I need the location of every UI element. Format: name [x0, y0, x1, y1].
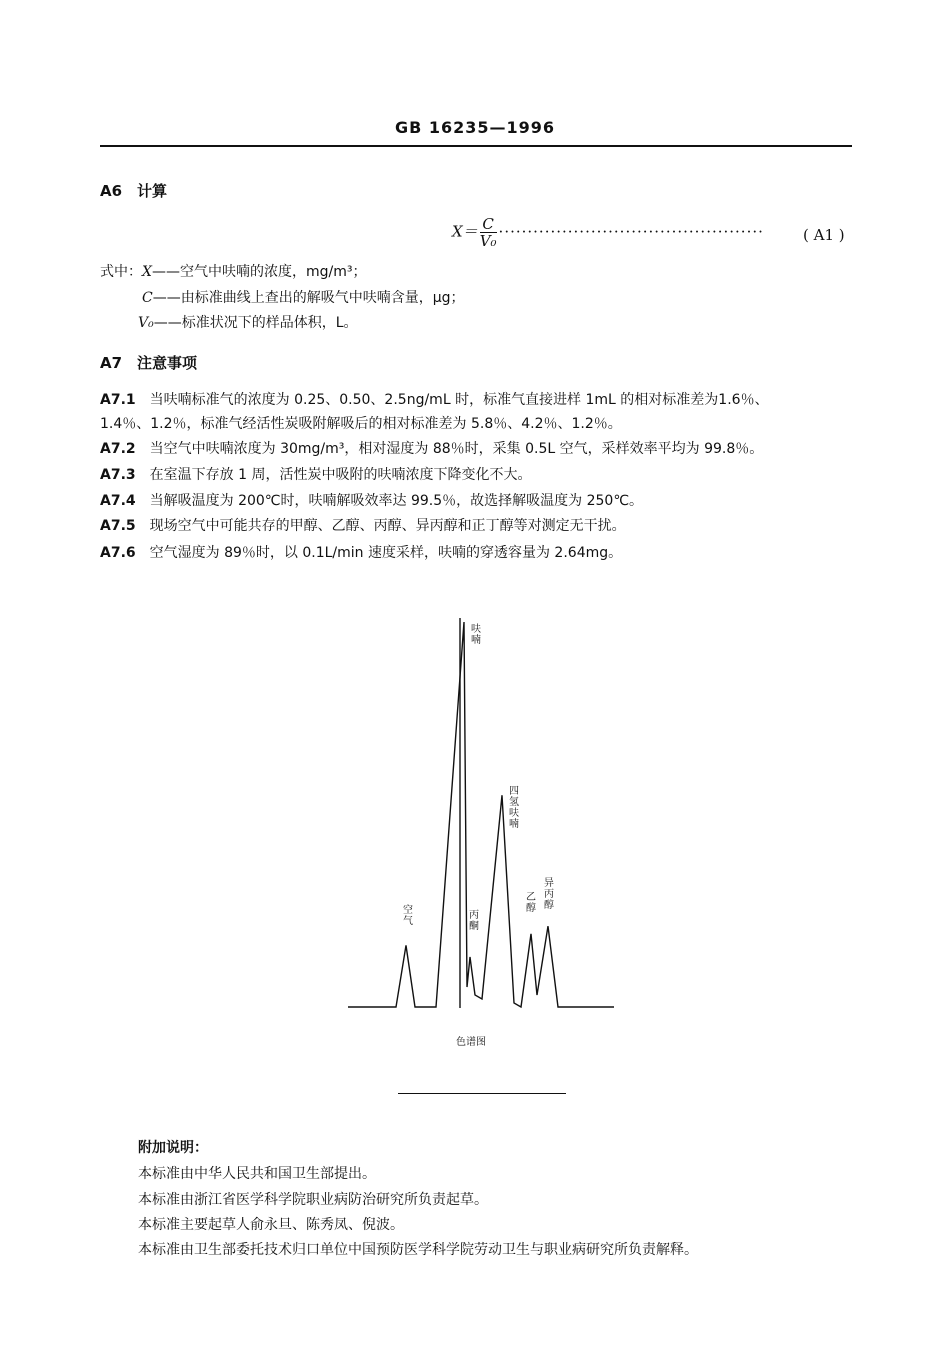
item-text: 现场空气中可能共存的甲醇、乙醇、丙醇、异丙醇和正丁醇等对测定无干扰。 — [149, 518, 626, 534]
item-text: 当解吸温度为 200℃时，呋喃解吸效率达 99.5％，故选择解吸温度为 250℃。 — [149, 493, 644, 509]
where-line-v0 — [138, 313, 358, 333]
item-number: A7.6 — [100, 545, 136, 561]
where-symbol: C — [142, 290, 153, 306]
where-text: ——空气中呋喃的浓度，mg/m³； — [151, 264, 367, 280]
peak-label-thf: 四氢呋喃 — [509, 786, 519, 830]
where-line-x — [100, 262, 366, 282]
item-a7-2 — [100, 439, 763, 459]
peak-label-air: 空气 — [403, 905, 413, 927]
chromatogram — [330, 610, 630, 1030]
chromatogram-trace — [348, 622, 614, 1007]
standard-number: GB 16235—1996 — [394, 118, 556, 137]
formula-tag: ( A1 ) — [803, 226, 845, 244]
peak-label-ethanol: 乙醇 — [526, 892, 536, 914]
where-line-c — [142, 288, 465, 308]
formula-leader-dots: ·············································· — [498, 222, 764, 241]
item-number: A7.1 — [100, 392, 136, 408]
item-a7-1-continued: 1.4％、1.2％，标准气经活性炭吸附解吸后的相对标准差为 5.8％、4.2％、1.2％。 — [100, 416, 622, 432]
item-number: A7.4 — [100, 493, 136, 509]
section-a7-title: A7 注意事项 — [100, 354, 198, 372]
where-text: ——由标准曲线上查出的解吸气中呋喃含量，μg； — [152, 290, 465, 306]
item-number: A7.2 — [100, 441, 136, 457]
item-text: 当空气中呋喃浓度为 30mg/m³，相对湿度为 88％时，采集 0.5L 空气，采样效率平均为 99.8％。 — [149, 441, 764, 457]
where-prefix: 式中： — [100, 264, 142, 280]
where-symbol: V₀ — [138, 315, 154, 331]
item-a7-1 — [100, 390, 769, 410]
peak-label-furan: 呋喃 — [471, 624, 481, 646]
peak-label-acetone: 丙酮 — [469, 910, 479, 932]
chart-caption: 色谱图 — [456, 1037, 486, 1048]
item-text: 在室温下存放 1 周，活性炭中吸附的呋喃浓度下降变化不大。 — [149, 467, 532, 483]
appendix-line: 本标准由中华人民共和国卫生部提出。 — [138, 1166, 376, 1182]
item-a7-4 — [100, 491, 643, 511]
appendix-line: 本标准主要起草人俞永旦、陈秀凤、倪波。 — [138, 1217, 404, 1233]
appendix-line: 本标准由卫生部委托技术归口单位中国预防医学科学院劳动卫生与职业病研究所负责解释。 — [138, 1242, 698, 1258]
where-text: ——标准状况下的样品体积，L。 — [153, 315, 358, 331]
formula-a1 — [452, 216, 764, 249]
item-a7-3 — [100, 465, 531, 485]
item-number: A7.5 — [100, 518, 136, 534]
end-rule — [398, 1093, 566, 1094]
appendix-line: 本标准由浙江省医学科学院职业病防治研究所负责起草。 — [138, 1192, 488, 1208]
formula-lhs: X＝ — [452, 222, 478, 241]
peak-label-isopropanol: 异丙醇 — [544, 878, 554, 911]
formula-denominator: V₀ — [479, 232, 497, 250]
section-a6-title: A6 计算 — [100, 182, 168, 200]
where-symbol: X — [142, 264, 152, 280]
item-number: A7.3 — [100, 467, 136, 483]
formula-numerator: C — [480, 216, 497, 233]
item-a7-5 — [100, 516, 626, 536]
header-rule — [100, 145, 852, 147]
appendix-title: 附加说明： — [138, 1140, 208, 1156]
item-text: 当呋喃标准气的浓度为 0.25、0.50、2.5ng/mL 时，标准气直接进样 1mL 的相对标准差为1.6％、 — [149, 392, 769, 408]
formula-fraction — [480, 216, 497, 249]
item-a7-6 — [100, 543, 622, 563]
item-text: 空气湿度为 89％时，以 0.1L/min 速度采样，呋喃的穿透容量为 2.64mg。 — [149, 545, 623, 561]
